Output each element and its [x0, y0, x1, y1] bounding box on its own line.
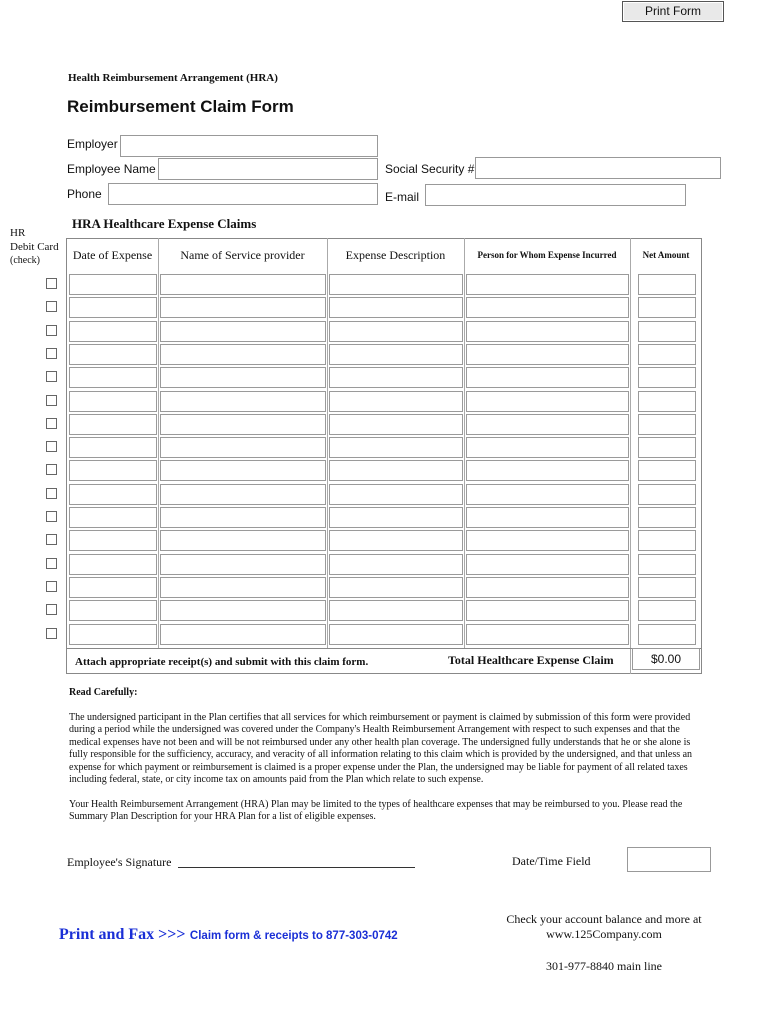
debit-card-checkbox[interactable]	[46, 278, 57, 289]
amount-cell[interactable]	[638, 344, 696, 365]
debit-card-checkbox[interactable]	[46, 581, 57, 592]
ssn-label: Social Security #	[385, 162, 475, 176]
person-cell[interactable]	[466, 460, 629, 481]
person-cell[interactable]	[466, 600, 629, 621]
amount-cell[interactable]	[638, 624, 696, 645]
person-cell[interactable]	[466, 577, 629, 598]
amount-cell[interactable]	[638, 484, 696, 505]
date-cell[interactable]	[69, 530, 157, 551]
person-cell[interactable]	[466, 391, 629, 412]
phone-field[interactable]	[108, 183, 378, 205]
email-field[interactable]	[425, 184, 686, 206]
description-cell[interactable]	[329, 437, 463, 458]
account-url[interactable]: www.125Company.com	[546, 927, 662, 941]
amount-cell[interactable]	[638, 530, 696, 551]
provider-cell[interactable]	[160, 274, 326, 295]
provider-cell[interactable]	[160, 460, 326, 481]
print-form-button[interactable]: Print Form	[622, 1, 724, 22]
debit-card-checkbox[interactable]	[46, 441, 57, 452]
date-cell[interactable]	[69, 414, 157, 435]
signature-label: Employee's Signature	[67, 855, 172, 869]
person-cell[interactable]	[466, 530, 629, 551]
amount-cell[interactable]	[638, 414, 696, 435]
person-cell[interactable]	[466, 507, 629, 528]
employer-field[interactable]	[120, 135, 378, 157]
datetime-field[interactable]	[627, 847, 711, 872]
description-cell[interactable]	[329, 344, 463, 365]
date-cell[interactable]	[69, 344, 157, 365]
debit-card-checkbox[interactable]	[46, 604, 57, 615]
amount-cell[interactable]	[638, 437, 696, 458]
date-cell[interactable]	[69, 624, 157, 645]
date-cell[interactable]	[69, 460, 157, 481]
amount-cell[interactable]	[638, 577, 696, 598]
person-cell[interactable]	[466, 414, 629, 435]
description-cell[interactable]	[329, 274, 463, 295]
provider-cell[interactable]	[160, 530, 326, 551]
provider-cell[interactable]	[160, 624, 326, 645]
person-cell[interactable]	[466, 367, 629, 388]
description-cell[interactable]	[329, 484, 463, 505]
datetime-label: Date/Time Field	[512, 854, 591, 868]
provider-cell[interactable]	[160, 600, 326, 621]
provider-cell[interactable]	[160, 577, 326, 598]
person-cell[interactable]	[466, 437, 629, 458]
hr-label-line3: (check)	[10, 255, 40, 266]
description-cell[interactable]	[329, 577, 463, 598]
col-header-date: Date of Expense	[72, 247, 153, 262]
description-cell[interactable]	[329, 367, 463, 388]
provider-cell[interactable]	[160, 484, 326, 505]
col-header-description: Expense Description	[345, 247, 446, 262]
description-cell[interactable]	[329, 297, 463, 318]
person-cell[interactable]	[466, 484, 629, 505]
debit-card-checkbox[interactable]	[46, 558, 57, 569]
date-cell[interactable]	[69, 484, 157, 505]
column-divider	[327, 238, 328, 648]
provider-cell[interactable]	[160, 391, 326, 412]
phone-label: Phone	[67, 187, 102, 201]
amount-cell[interactable]	[638, 274, 696, 295]
person-cell[interactable]	[466, 344, 629, 365]
provider-cell[interactable]	[160, 437, 326, 458]
description-cell[interactable]	[329, 414, 463, 435]
debit-card-checkbox[interactable]	[46, 325, 57, 336]
amount-cell[interactable]	[638, 321, 696, 342]
amount-cell[interactable]	[638, 460, 696, 481]
fax-number-text: Claim form & receipts to 877-303-0742	[189, 930, 398, 942]
main-phone-line: 301-977-8840 main line	[546, 959, 662, 973]
person-cell[interactable]	[466, 624, 629, 645]
date-cell[interactable]	[69, 297, 157, 318]
provider-cell[interactable]	[160, 344, 326, 365]
email-label: E-mail	[385, 190, 420, 204]
column-divider	[630, 238, 631, 674]
employee-name-label: Employee Name	[67, 162, 156, 176]
amount-cell[interactable]	[638, 391, 696, 412]
hr-label-line1: HR	[10, 227, 26, 239]
account-info	[489, 912, 719, 942]
debit-card-checkbox[interactable]	[46, 348, 57, 359]
debit-card-checkbox[interactable]	[46, 488, 57, 499]
date-cell[interactable]	[69, 391, 157, 412]
hr-label-line2: Debit Card	[10, 241, 59, 253]
provider-cell[interactable]	[160, 321, 326, 342]
account-line1: Check your account balance and more at	[506, 912, 702, 926]
person-cell[interactable]	[466, 554, 629, 575]
debit-card-checkbox[interactable]	[46, 395, 57, 406]
read-carefully-heading: Read Carefully:	[69, 687, 138, 698]
provider-cell[interactable]	[160, 507, 326, 528]
table-footer-divider	[66, 648, 702, 649]
date-cell[interactable]	[69, 554, 157, 575]
date-cell[interactable]	[69, 507, 157, 528]
debit-card-checkbox[interactable]	[46, 371, 57, 382]
description-cell[interactable]	[329, 391, 463, 412]
debit-card-checkbox[interactable]	[46, 511, 57, 522]
description-cell[interactable]	[329, 600, 463, 621]
description-cell[interactable]	[329, 507, 463, 528]
form-subtitle: Health Reimbursement Arrangement (HRA)	[68, 72, 278, 84]
provider-cell[interactable]	[160, 414, 326, 435]
person-cell[interactable]	[466, 321, 629, 342]
amount-cell[interactable]	[638, 507, 696, 528]
date-cell[interactable]	[69, 274, 157, 295]
receipt-instruction: Attach appropriate receipt(s) and submit with this claim form.	[75, 656, 369, 668]
date-cell[interactable]	[69, 321, 157, 342]
signature-line[interactable]	[178, 867, 415, 868]
description-cell[interactable]	[329, 460, 463, 481]
provider-cell[interactable]	[160, 367, 326, 388]
description-cell[interactable]	[329, 321, 463, 342]
hr-debit-card-label	[10, 226, 59, 268]
col-header-person: Person for Whom Expense Incurred	[477, 250, 617, 260]
fax-instructions	[59, 926, 398, 944]
provider-cell[interactable]	[160, 554, 326, 575]
ssn-field[interactable]	[475, 157, 721, 179]
debit-card-checkbox[interactable]	[46, 628, 57, 639]
claims-section-heading: HRA Healthcare Expense Claims	[72, 216, 257, 231]
plan-limits-paragraph: Your Health Reimbursement Arrangement (HRA) Plan may be limited to the types of healthcare expenses that may be reimbursed to you. Please read the Summary Plan Description for your HRA Plan for a list of eligible expenses.	[69, 799, 683, 823]
form-title: Reimbursement Claim Form	[67, 97, 294, 116]
certification-paragraph: The undersigned participant in the Plan certifies that all services for which reimbursement or payment is claimed by submission of this form were provided during a period while the undersigned was covered under the Company's Health Reimbursement Arrangement with respect to such expenses and that the medical expenses have not been and will be not reimbursed under any other health plan coverage. The undersigned fully understands that he or she alone is fully responsible for the sufficiency, accuracy, and veracity of all information relating to this claim which is provided by the undersigned, and that unless an expense for which payment or reimbursement is claimed is a proper expense under the Plan, the undersigned may be liable for payment of all related taxes including federal, state, or city income tax on amounts paid from the Plan which relate to such expense.	[69, 712, 693, 786]
total-claim-value[interactable]: $0.00	[632, 648, 700, 670]
employee-name-field[interactable]	[158, 158, 378, 180]
col-header-provider: Name of Service provider	[180, 247, 305, 262]
person-cell[interactable]	[466, 297, 629, 318]
amount-cell[interactable]	[638, 367, 696, 388]
debit-card-checkbox[interactable]	[46, 534, 57, 545]
employer-label: Employer	[67, 137, 118, 151]
person-cell[interactable]	[466, 274, 629, 295]
print-and-fax-text: Print and Fax >>>	[59, 926, 186, 943]
amount-cell[interactable]	[638, 297, 696, 318]
amount-cell[interactable]	[638, 554, 696, 575]
amount-cell[interactable]	[638, 600, 696, 621]
date-cell[interactable]	[69, 367, 157, 388]
description-cell[interactable]	[329, 530, 463, 551]
provider-cell[interactable]	[160, 297, 326, 318]
column-divider	[158, 238, 159, 648]
date-cell[interactable]	[69, 437, 157, 458]
date-cell[interactable]	[69, 600, 157, 621]
total-claim-label: Total Healthcare Expense Claim	[448, 653, 614, 667]
debit-card-checkbox[interactable]	[46, 418, 57, 429]
col-header-amount: Net Amount	[642, 250, 690, 260]
date-cell[interactable]	[69, 577, 157, 598]
description-cell[interactable]	[329, 624, 463, 645]
description-cell[interactable]	[329, 554, 463, 575]
debit-card-checkbox[interactable]	[46, 301, 57, 312]
debit-card-checkbox[interactable]	[46, 464, 57, 475]
column-divider	[464, 238, 465, 648]
